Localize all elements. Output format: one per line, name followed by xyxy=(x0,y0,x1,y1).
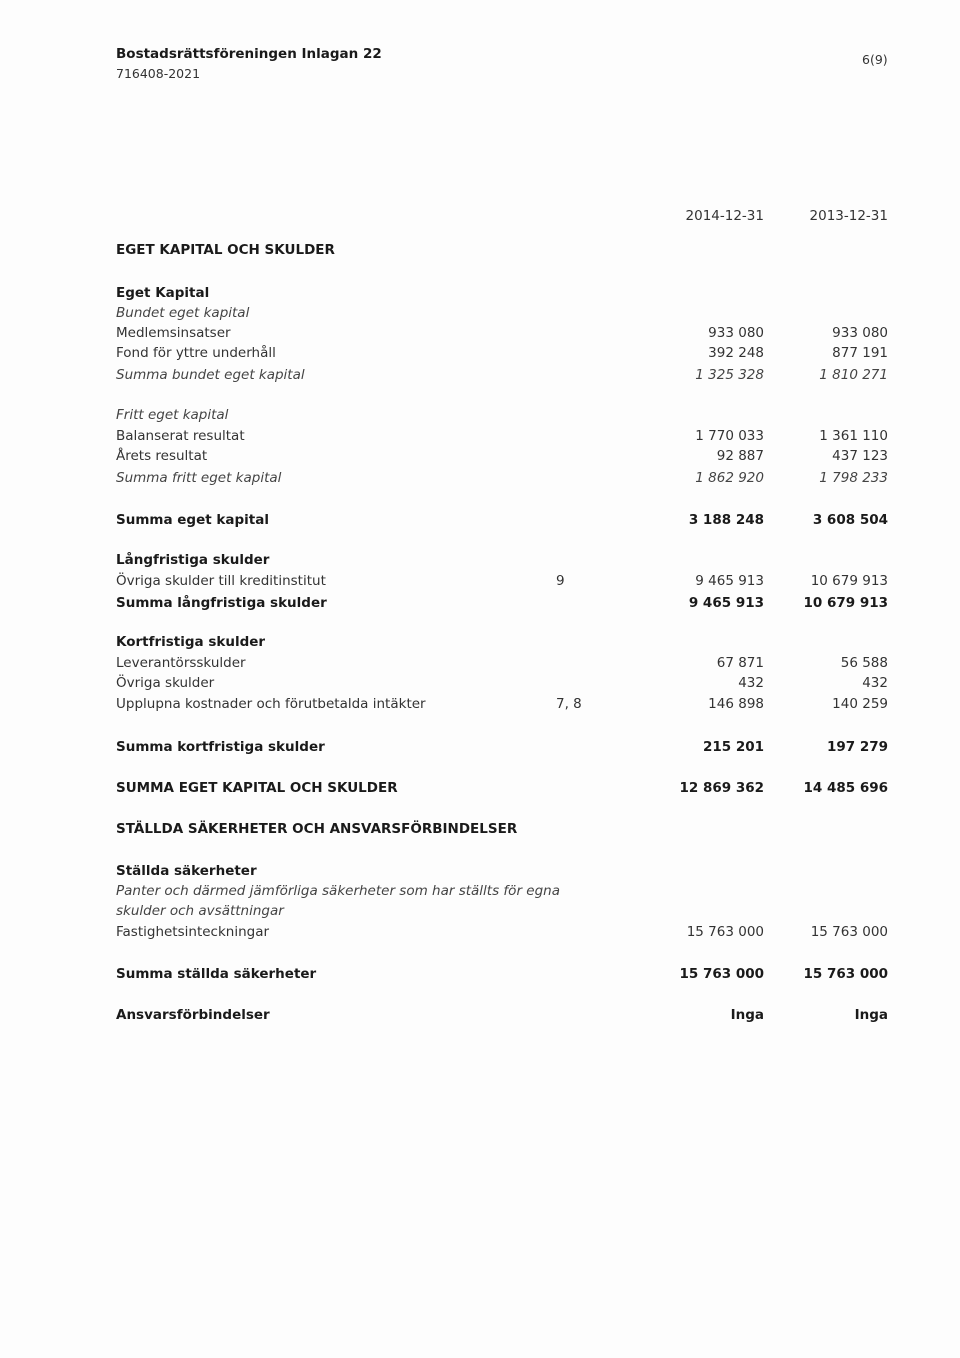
row-label: Fritt eget kapital xyxy=(116,407,229,423)
row-label: Summa långfristiga skulder xyxy=(116,595,327,611)
row-label: Fond för yttre underhåll xyxy=(116,345,276,361)
table-row xyxy=(0,407,960,427)
row-value-2014: 15 763 000 xyxy=(686,924,764,940)
organization-name: Bostadsrättsföreningen Inlagan 22 xyxy=(116,46,382,62)
row-value-2014: 146 898 xyxy=(708,696,764,712)
table-row xyxy=(0,966,960,986)
column-header-2014: 2014-12-31 xyxy=(685,208,764,224)
row-value-2013: 140 259 xyxy=(832,696,888,712)
table-row xyxy=(0,448,960,468)
row-value-2013: 56 588 xyxy=(840,655,888,671)
table-row xyxy=(0,634,960,654)
table-row xyxy=(0,739,960,759)
row-label: EGET KAPITAL OCH SKULDER xyxy=(116,242,335,258)
row-value-2014: 92 887 xyxy=(716,448,764,464)
table-row xyxy=(0,512,960,532)
row-value-2014: 9 465 913 xyxy=(695,573,764,589)
row-label: Medlemsinsatser xyxy=(116,325,231,341)
row-value-2013: 1 361 110 xyxy=(819,428,888,444)
row-label: skulder och avsättningar xyxy=(116,903,284,919)
row-label: Leverantörsskulder xyxy=(116,655,246,671)
row-label: SUMMA EGET KAPITAL OCH SKULDER xyxy=(116,780,398,796)
column-header-2013: 2013-12-31 xyxy=(809,208,888,224)
table-row xyxy=(0,470,960,490)
row-value-2014: 432 xyxy=(738,675,764,691)
table-row xyxy=(0,428,960,448)
table-row xyxy=(0,655,960,675)
row-label: Summa ställda säkerheter xyxy=(116,966,317,982)
row-label: Summa bundet eget kapital xyxy=(116,367,305,383)
table-row xyxy=(0,595,960,615)
table-row xyxy=(0,345,960,365)
row-value-2014: 392 248 xyxy=(708,345,764,361)
row-value-2014: Inga xyxy=(730,1007,764,1023)
row-value-2014: 1 325 328 xyxy=(695,367,764,383)
row-label: Balanserat resultat xyxy=(116,428,245,444)
row-value-2014: 67 871 xyxy=(716,655,764,671)
row-value-2013: 1 810 271 xyxy=(819,367,888,383)
table-row xyxy=(0,863,960,883)
row-value-2014: 1 862 920 xyxy=(695,470,764,486)
table-row xyxy=(0,367,960,387)
table-row xyxy=(0,696,960,716)
row-label: STÄLLDA SÄKERHETER OCH ANSVARSFÖRBINDELSER xyxy=(116,821,518,837)
row-value-2013: 437 123 xyxy=(832,448,888,464)
table-row xyxy=(0,325,960,345)
row-note: 9 xyxy=(556,573,565,589)
row-value-2013: Inga xyxy=(854,1007,888,1023)
page-number: 6(9) xyxy=(862,52,888,67)
table-row xyxy=(0,675,960,695)
row-value-2013: 197 279 xyxy=(826,739,888,755)
row-value-2014: 215 201 xyxy=(702,739,764,755)
row-value-2013: 933 080 xyxy=(832,325,888,341)
row-label: Summa eget kapital xyxy=(116,512,269,528)
row-value-2013: 14 485 696 xyxy=(803,780,888,796)
row-label: Bundet eget kapital xyxy=(116,305,250,321)
row-value-2013: 10 679 913 xyxy=(803,595,888,611)
row-value-2013: 877 191 xyxy=(832,345,888,361)
table-row xyxy=(0,285,960,305)
row-note: 7, 8 xyxy=(556,696,582,712)
row-label: Kortfristiga skulder xyxy=(116,634,266,650)
row-label: Övriga skulder xyxy=(116,675,215,691)
row-label: Övriga skulder till kreditinstitut xyxy=(116,573,326,589)
row-value-2014: 9 465 913 xyxy=(688,595,764,611)
row-value-2013: 3 608 504 xyxy=(812,512,888,528)
row-label: Fastighetsinteckningar xyxy=(116,924,270,940)
row-label: Summa fritt eget kapital xyxy=(116,470,282,486)
row-value-2013: 10 679 913 xyxy=(810,573,888,589)
row-value-2014: 15 763 000 xyxy=(679,966,764,982)
row-value-2014: 3 188 248 xyxy=(688,512,764,528)
organization-number: 716408-2021 xyxy=(116,66,201,81)
row-label: Upplupna kostnader och förutbetalda intäkter xyxy=(116,696,426,712)
row-value-2014: 1 770 033 xyxy=(695,428,764,444)
row-label: Ställda säkerheter xyxy=(116,863,257,879)
table-row xyxy=(0,573,960,593)
row-value-2013: 432 xyxy=(862,675,888,691)
row-label: Långfristiga skulder xyxy=(116,552,270,568)
table-row xyxy=(0,883,960,903)
table-row xyxy=(0,821,960,841)
row-label: Panter och därmed jämförliga säkerheter som har ställts för egna xyxy=(116,883,560,899)
table-row xyxy=(0,780,960,800)
row-label: Eget Kapital xyxy=(116,285,210,301)
table-row xyxy=(0,305,960,325)
row-label: Ansvarsförbindelser xyxy=(116,1007,270,1023)
table-row xyxy=(0,903,960,923)
row-value-2013: 1 798 233 xyxy=(819,470,888,486)
table-row xyxy=(0,552,960,572)
table-row xyxy=(0,242,960,262)
row-value-2013: 15 763 000 xyxy=(810,924,888,940)
row-value-2014: 12 869 362 xyxy=(679,780,764,796)
row-label: Årets resultat xyxy=(116,448,208,464)
table-row xyxy=(0,1007,960,1027)
row-value-2013: 15 763 000 xyxy=(803,966,888,982)
row-label: Summa kortfristiga skulder xyxy=(116,739,325,755)
row-value-2014: 933 080 xyxy=(708,325,764,341)
table-row xyxy=(0,924,960,944)
